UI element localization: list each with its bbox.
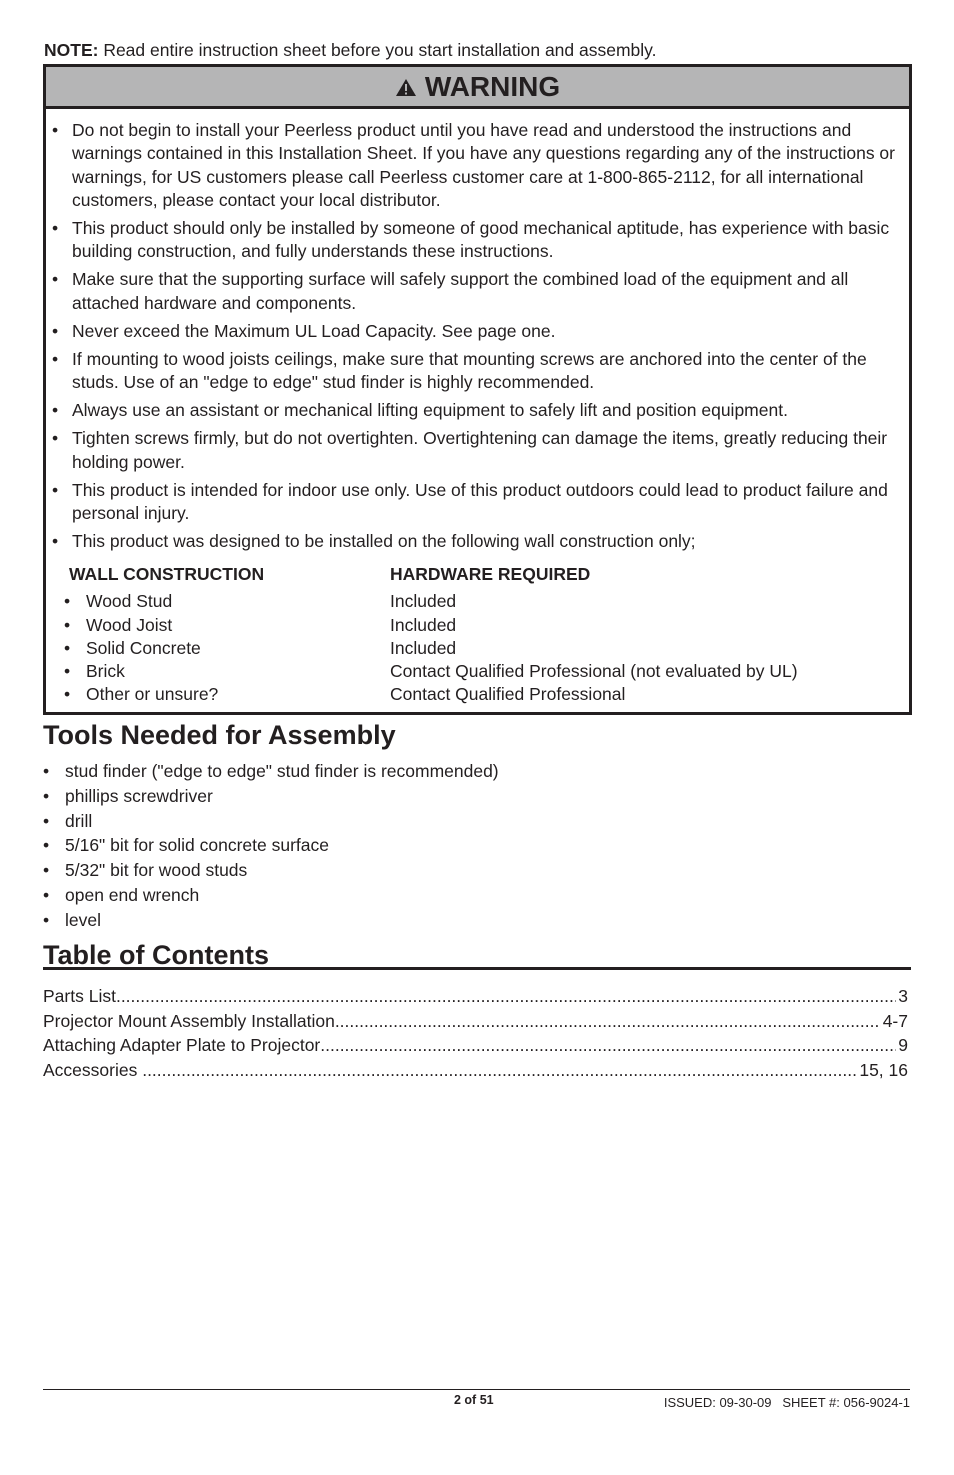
page-number: 2 of 51 xyxy=(454,1393,494,1407)
header-hardware-required: HARDWARE REQUIRED xyxy=(390,564,591,584)
toc-entry-title: Attaching Adapter Plate to Projector xyxy=(43,1035,321,1056)
tools-list xyxy=(43,759,499,933)
note-line xyxy=(44,40,657,61)
tool-item: • open end wrench xyxy=(43,883,499,908)
footer-divider xyxy=(43,1389,910,1390)
tool-item: • 5/16" bit for solid concrete surface xyxy=(43,833,499,858)
warning-item: • If mounting to wood joists ceilings, make sure that mounting screws are anchored into the center of the studs. Use of an "edge to edge" stud finder is highly recommended. xyxy=(49,348,909,395)
warning-list xyxy=(46,109,909,553)
warning-box xyxy=(43,64,912,715)
note-text: Read entire instruction sheet before you start installation and assembly. xyxy=(98,40,657,60)
warning-item: • This product is intended for indoor use only. Use of this product outdoors could lead to product failure and personal injury. xyxy=(49,479,909,526)
tool-item: • level xyxy=(43,908,499,933)
table-row xyxy=(69,637,899,660)
toc-entry-page: 9 xyxy=(898,1035,908,1056)
table-row xyxy=(69,683,899,706)
table-header-row xyxy=(69,563,899,586)
toc-heading: Table of Contents xyxy=(43,940,269,970)
tool-item: • stud finder ("edge to edge" stud finder is recommended) xyxy=(43,759,499,784)
warning-triangle-icon xyxy=(395,78,417,97)
wall-type: • Wood Joist xyxy=(69,614,390,637)
header-wall-construction: WALL CONSTRUCTION xyxy=(69,564,265,584)
hardware: Included xyxy=(390,591,457,612)
warning-item: • Make sure that the supporting surface will safely support the combined load of the equipment and all attached hardware and components. xyxy=(49,268,909,315)
wall-type: • Wood Stud xyxy=(69,590,390,613)
issued-sheet-info: ISSUED: 09-30-09 SHEET #: 056-9024-1 xyxy=(663,1395,910,1410)
warning-title: WARNING xyxy=(424,70,561,102)
warning-item: • Tighten screws firmly, but do not overtighten. Overtightening can damage the items, greatly reducing their holding power. xyxy=(49,427,909,474)
toc-leader-dots xyxy=(116,984,896,1009)
toc-entry-title: Projector Mount Assembly Installation xyxy=(43,1010,335,1031)
warning-item: • This product should only be installed by someone of good mechanical aptitude, has experience with basic building construction, and fully understands these instructions. xyxy=(49,217,909,264)
warning-item: • Never exceed the Maximum UL Load Capacity. See page one. xyxy=(49,320,909,343)
warning-header xyxy=(46,67,909,109)
wall-construction-table xyxy=(69,563,899,707)
warning-item: • This product was designed to be installed on the following wall construction only; xyxy=(49,530,909,553)
hardware: Contact Qualified Professional xyxy=(390,684,626,705)
tool-item: • drill xyxy=(43,809,499,834)
toc-entry-title: Accessories xyxy=(43,1060,143,1081)
hardware: Included xyxy=(390,614,457,635)
toc-entry-page: 4-7 xyxy=(882,1010,908,1031)
toc-entry[interactable] xyxy=(43,984,908,1009)
toc-leader-dots xyxy=(320,1033,896,1058)
wall-type: • Brick xyxy=(69,660,390,683)
toc-leader-dots xyxy=(142,1058,857,1083)
tool-item: • phillips screwdriver xyxy=(43,784,499,809)
table-row xyxy=(69,660,899,683)
tools-heading: Tools Needed for Assembly xyxy=(43,720,396,750)
hardware: Included xyxy=(390,637,457,658)
note-label: NOTE: xyxy=(44,40,99,60)
table-of-contents xyxy=(43,984,908,1083)
toc-entry-page: 15, 16 xyxy=(859,1060,908,1081)
warning-item: • Do not begin to install your Peerless product until you have read and understood the instructions and warnings contained in this Installation Sheet. If you have any questions regarding any of the instructions or warnings, for US customers please call Peerless customer care at 1-800-865-2112, for all international customers, please contact your local distributor. xyxy=(49,119,909,212)
table-row xyxy=(69,614,899,637)
toc-entry-title: Parts List xyxy=(43,986,116,1006)
wall-type: • Solid Concrete xyxy=(69,637,390,660)
toc-leader-dots xyxy=(335,1009,881,1034)
table-row xyxy=(69,590,899,613)
toc-entry[interactable] xyxy=(43,1033,908,1058)
toc-entry-page: 3 xyxy=(898,986,908,1006)
toc-entry[interactable] xyxy=(43,1058,908,1083)
toc-entry[interactable] xyxy=(43,1009,908,1034)
toc-heading-bar xyxy=(43,938,911,970)
hardware: Contact Qualified Professional (not evaluated by UL) xyxy=(390,661,798,682)
warning-item: • Always use an assistant or mechanical lifting equipment to safely lift and position equipment. xyxy=(49,399,909,422)
wall-type: • Other or unsure? xyxy=(69,683,390,706)
tool-item: • 5/32" bit for wood studs xyxy=(43,858,499,883)
